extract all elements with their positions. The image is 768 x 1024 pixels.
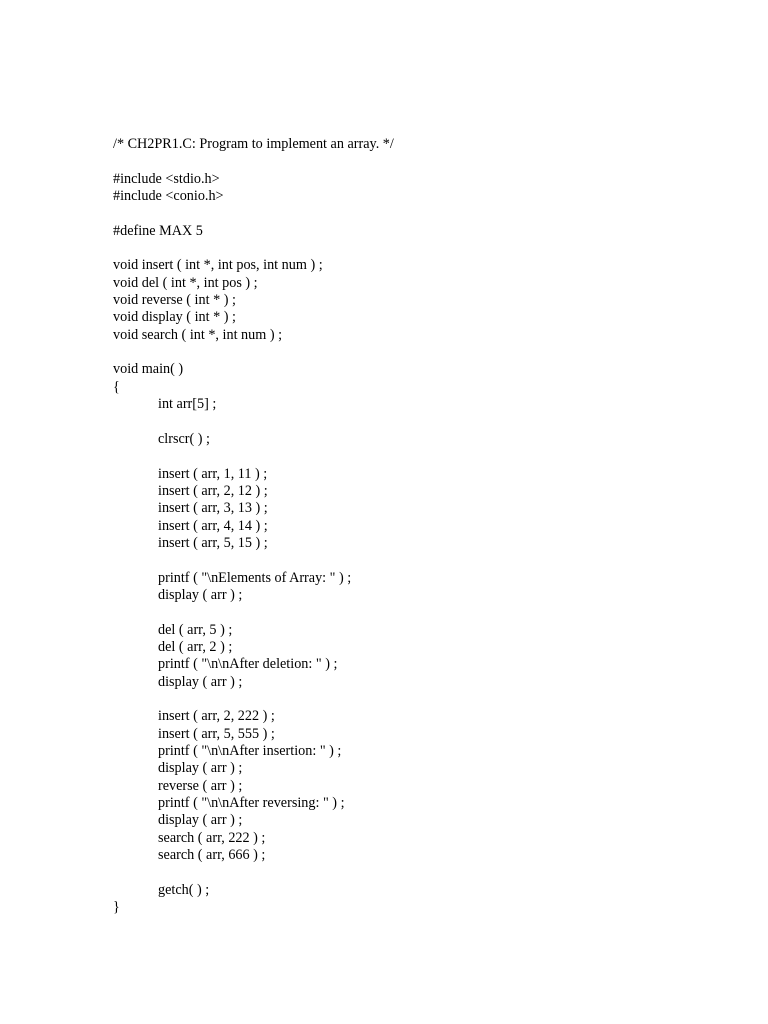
display-call: display ( arr ) ; [158,673,243,690]
blank-line [113,604,394,621]
blank-line [113,344,394,361]
insert-call: insert ( arr, 4, 14 ) ; [158,517,268,534]
header-comment: /* CH2PR1.C: Program to implement an array. */ [113,136,394,152]
insert-call: insert ( arr, 5, 555 ) ; [158,725,275,742]
reverse-call: reverse ( arr ) ; [158,777,243,794]
prototype-line: void insert ( int *, int pos, int num ) ; [113,257,323,274]
prototype-line: void reverse ( int * ) ; [113,292,236,309]
insert-call: insert ( arr, 2, 12 ) ; [158,482,268,499]
del-call: del ( arr, 5 ) ; [158,621,233,638]
insert-call: insert ( arr, 2, 222 ) ; [158,708,275,725]
clrscr-call: clrscr( ) ; [158,430,210,447]
printf-call: printf ( "\n\nAfter reversing: " ) ; [158,795,345,812]
printf-call: printf ( "\n\nAfter deletion: " ) ; [158,656,338,673]
insert-call: insert ( arr, 3, 13 ) ; [158,500,268,517]
array-declaration: int arr[5] ; [158,396,217,413]
insert-call: insert ( arr, 5, 15 ) ; [158,534,268,551]
blank-line [113,552,394,569]
blank-line [113,448,394,465]
prototype-line: void del ( int *, int pos ) ; [113,274,258,291]
prototype-line: void display ( int * ) ; [113,309,236,326]
blank-line [113,414,394,431]
search-call: search ( arr, 222 ) ; [158,829,266,846]
main-signature: void main( ) [113,361,184,378]
blank-line [113,691,394,708]
display-call: display ( arr ) ; [158,812,243,829]
blank-line [113,153,394,170]
blank-line [113,205,394,222]
include-line: #include <stdio.h> [113,170,220,187]
open-brace: { [113,378,120,395]
close-brace: } [113,899,120,916]
display-call: display ( arr ) ; [158,586,243,603]
printf-call: printf ( "\nElements of Array: " ) ; [158,569,352,586]
blank-line [113,240,394,257]
printf-call: printf ( "\n\nAfter insertion: " ) ; [158,743,342,760]
getch-call: getch( ) ; [158,881,210,898]
code-listing [113,136,394,916]
del-call: del ( arr, 2 ) ; [158,638,233,655]
search-call: search ( arr, 666 ) ; [158,847,266,864]
prototype-line: void search ( int *, int num ) ; [113,326,283,343]
blank-line [113,864,394,881]
insert-call: insert ( arr, 1, 11 ) ; [158,465,268,482]
define-line: #define MAX 5 [113,222,203,239]
display-call: display ( arr ) ; [158,760,243,777]
include-line: #include <conio.h> [113,188,224,205]
